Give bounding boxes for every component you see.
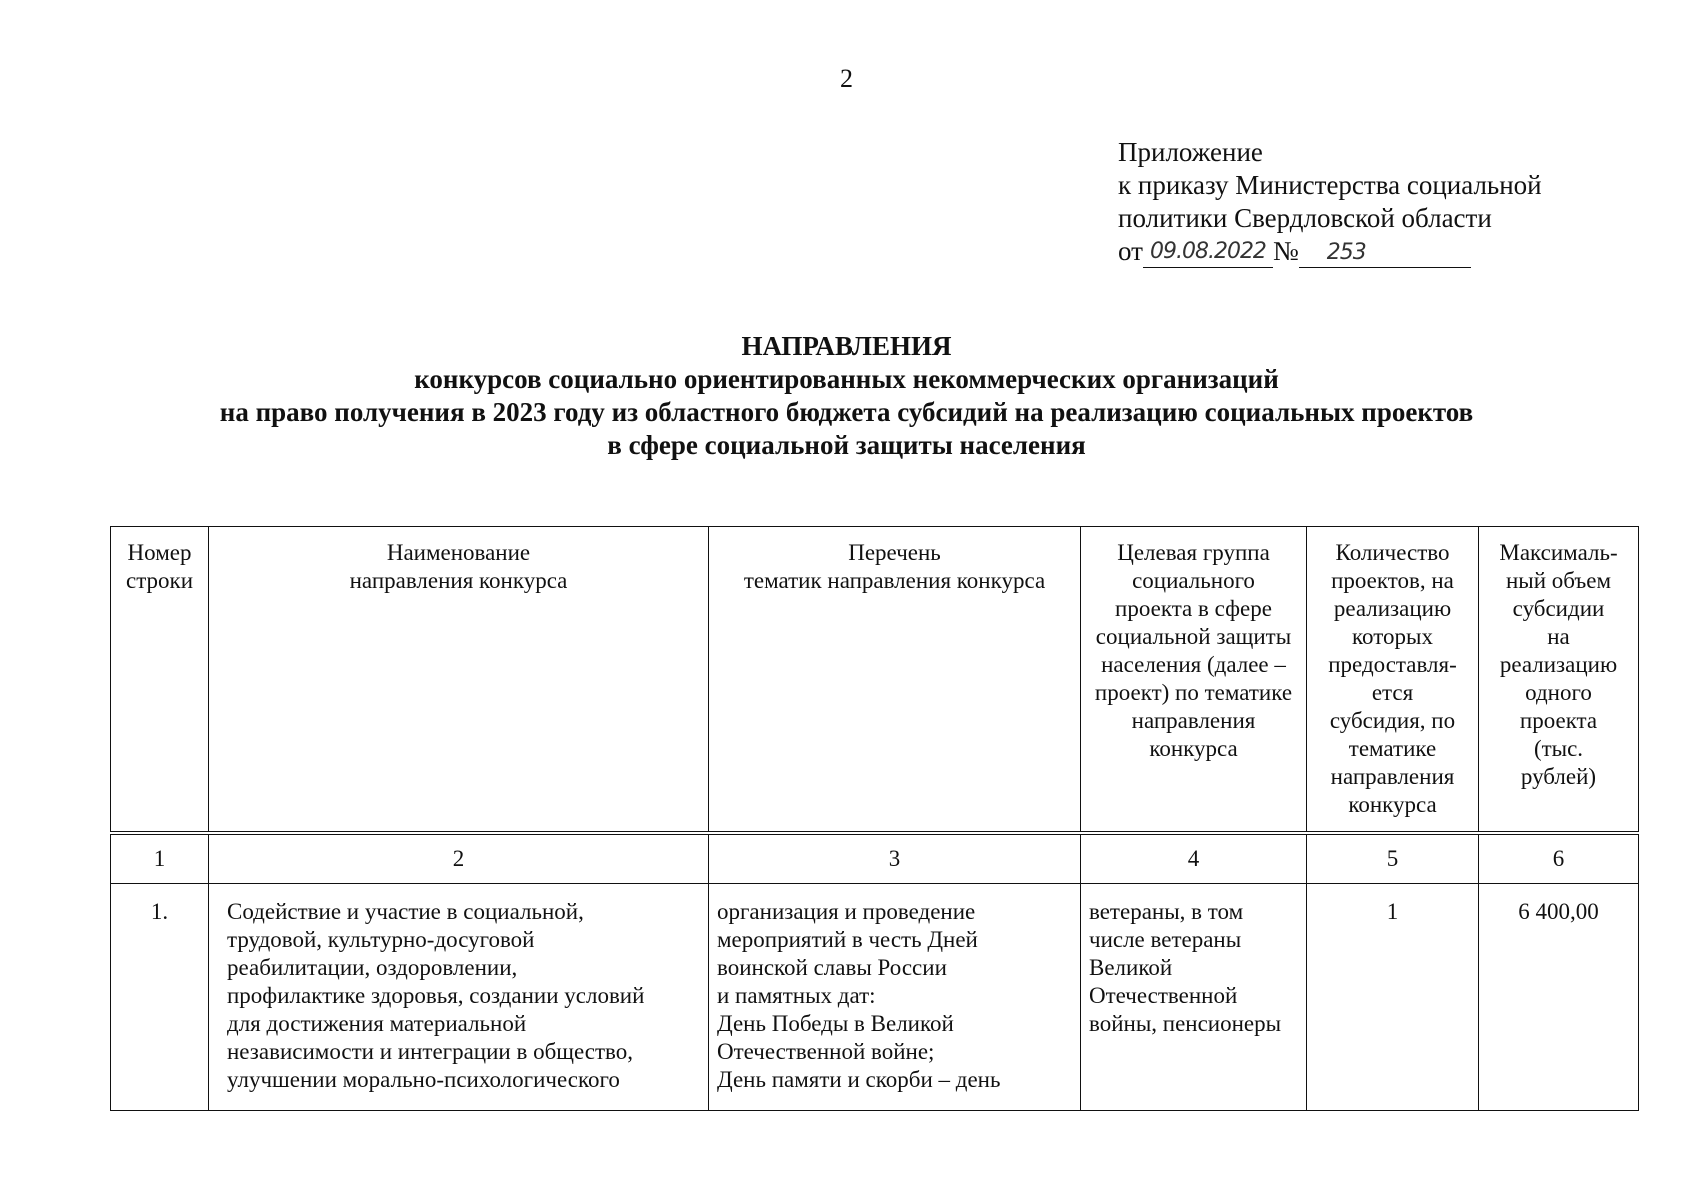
- page-number: 2: [840, 64, 853, 93]
- document-heading: [0, 330, 1693, 462]
- header-target-group: Целевая группа социального проекта в сфере социальной защиты населения (далее – проект) по тематике направления конкурса: [1081, 527, 1307, 834]
- column-number-2: 2: [209, 833, 709, 884]
- row-target-group: ветераны, в том числе ветераны Великой Отечественной войны, пенсионеры: [1081, 884, 1307, 1111]
- column-number-5: 5: [1307, 833, 1479, 884]
- header-row-number: Номер строки: [111, 527, 209, 834]
- heading-subtitle-3: в сфере социальной защиты населения: [607, 430, 1086, 460]
- header-direction-name: Наименование направления конкурса: [209, 527, 709, 834]
- handwritten-date: 09.08.2022: [1143, 237, 1273, 268]
- appendix-title: Приложение: [1118, 137, 1263, 167]
- header-max-subsidy: Максималь- ный объем субсидии на реализацию одного проекта (тыс. рублей): [1479, 527, 1639, 834]
- appendix-block: [1118, 136, 1542, 268]
- number-label: №: [1272, 236, 1299, 266]
- header-projects-count: Количество проектов, на реализацию которых предоставля- ется субсидия, по тематике направления конкурса: [1307, 527, 1479, 834]
- header-topics-list: Перечень тематик направления конкурса: [709, 527, 1081, 834]
- row-direction-name: Содействие и участие в социальной, трудовой, культурно-досуговой реабилитации, оздоровлении, профилактике здоровья, создании условий для достижения материальной независимости и интеграции в общество, улучшении морально-психологического: [209, 884, 709, 1111]
- column-number-3: 3: [709, 833, 1081, 884]
- from-label: от: [1118, 236, 1143, 266]
- column-number-6: 6: [1479, 833, 1639, 884]
- appendix-line-region: политики Свердловской области: [1118, 203, 1492, 233]
- column-number-row: [111, 833, 1639, 884]
- row-max-subsidy: 6 400,00: [1479, 884, 1639, 1111]
- row-number: 1.: [111, 884, 209, 1111]
- row-projects-count: 1: [1307, 884, 1479, 1111]
- column-number-1: 1: [111, 833, 209, 884]
- column-number-4: 4: [1081, 833, 1307, 884]
- heading-title: НАПРАВЛЕНИЯ: [741, 331, 952, 361]
- appendix-line-order: к приказу Министерства социальной: [1118, 170, 1542, 200]
- row-topics: организация и проведение мероприятий в честь Дней воинской славы России и памятных дат: День Победы в Великой Отечественной войне; День памяти и скорби – день: [709, 884, 1081, 1111]
- directions-table: [110, 526, 1639, 1111]
- heading-subtitle-2: на право получения в 2023 году из областного бюджета субсидий на реализацию социальных проектов: [219, 397, 1474, 427]
- handwritten-number: 253: [1299, 238, 1471, 268]
- heading-subtitle-1: конкурсов социально ориентированных некоммерческих организаций: [414, 364, 1279, 394]
- appendix-date-number-line: [1118, 235, 1542, 268]
- table-header-row: [111, 527, 1639, 834]
- table-row: [111, 884, 1639, 1111]
